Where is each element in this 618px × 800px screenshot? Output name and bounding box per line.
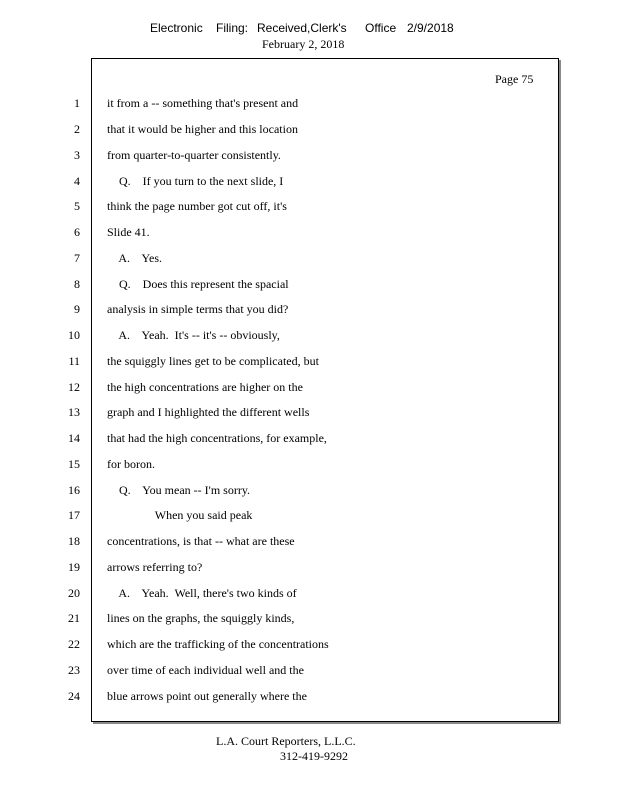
line-text: When you said peak bbox=[107, 508, 253, 522]
line-text: graph and I highlighted the different wells bbox=[107, 405, 310, 419]
filing-electronic: Electronic bbox=[150, 21, 203, 35]
line-text: A. Yeah. It's -- it's -- obviously, bbox=[107, 328, 280, 342]
line-number: 2 bbox=[74, 122, 80, 136]
line-number: 6 bbox=[74, 225, 80, 239]
line-number: 15 bbox=[68, 457, 80, 471]
line-number: 3 bbox=[74, 148, 80, 162]
line-text: A. Yeah. Well, there's two kinds of bbox=[107, 586, 297, 600]
line-text: A. Yes. bbox=[107, 251, 163, 265]
filing-office: Office bbox=[365, 21, 397, 35]
line-text: Slide 41. bbox=[107, 225, 150, 239]
line-number: 18 bbox=[68, 534, 80, 548]
filing-header bbox=[0, 21, 618, 35]
filing-date: February 2, 2018 bbox=[262, 37, 345, 51]
line-text: that it would be higher and this location bbox=[107, 122, 298, 136]
line-number: 23 bbox=[68, 663, 80, 677]
line-text: for boron. bbox=[107, 457, 155, 471]
line-number: 8 bbox=[74, 277, 80, 291]
line-text: Q. If you turn to the next slide, I bbox=[107, 174, 284, 188]
line-text: the high concentrations are higher on the bbox=[107, 380, 303, 394]
line-text: from quarter-to-quarter consistently. bbox=[107, 148, 281, 162]
line-number: 24 bbox=[68, 689, 80, 703]
line-number: 5 bbox=[74, 199, 80, 213]
line-text: it from a -- something that's present and bbox=[107, 96, 299, 110]
line-number: 13 bbox=[68, 405, 80, 419]
line-number: 16 bbox=[68, 483, 80, 497]
line-text: think the page number got cut off, it's bbox=[107, 199, 287, 213]
line-text: Q. Does this represent the spacial bbox=[107, 277, 289, 291]
line-number: 7 bbox=[74, 251, 80, 265]
filing-stamp-date: 2/9/2018 bbox=[407, 21, 454, 35]
line-text: the squiggly lines get to be complicated, but bbox=[107, 354, 319, 368]
footer-phone: 312-419-9292 bbox=[280, 749, 348, 763]
line-text: over time of each individual well and the bbox=[107, 663, 304, 677]
line-number: 17 bbox=[68, 508, 80, 522]
line-number: 22 bbox=[68, 637, 80, 651]
line-number: 19 bbox=[68, 560, 80, 574]
line-text: which are the trafficking of the concentrations bbox=[107, 637, 329, 651]
line-text: lines on the graphs, the squiggly kinds, bbox=[107, 611, 295, 625]
line-number: 4 bbox=[74, 174, 80, 188]
line-number: 20 bbox=[68, 586, 80, 600]
line-number: 11 bbox=[68, 354, 80, 368]
line-text: Q. You mean -- I'm sorry. bbox=[107, 483, 251, 497]
line-number: 9 bbox=[74, 302, 80, 316]
line-number: 21 bbox=[68, 611, 80, 625]
line-number: 12 bbox=[68, 380, 80, 394]
line-number: 14 bbox=[68, 431, 80, 445]
line-number: 10 bbox=[68, 328, 80, 342]
line-number: 1 bbox=[74, 96, 80, 110]
filing-label: Filing: bbox=[216, 21, 249, 35]
line-text: concentrations, is that -- what are these bbox=[107, 534, 295, 548]
line-text: blue arrows point out generally where the bbox=[107, 689, 307, 703]
page-number: Page 75 bbox=[495, 72, 534, 86]
line-text: that had the high concentrations, for example, bbox=[107, 431, 327, 445]
line-text: analysis in simple terms that you did? bbox=[107, 302, 289, 316]
footer-company: L.A. Court Reporters, L.L.C. bbox=[216, 734, 356, 748]
line-text: arrows referring to? bbox=[107, 560, 203, 574]
filing-received: Received,Clerk's bbox=[257, 21, 347, 35]
